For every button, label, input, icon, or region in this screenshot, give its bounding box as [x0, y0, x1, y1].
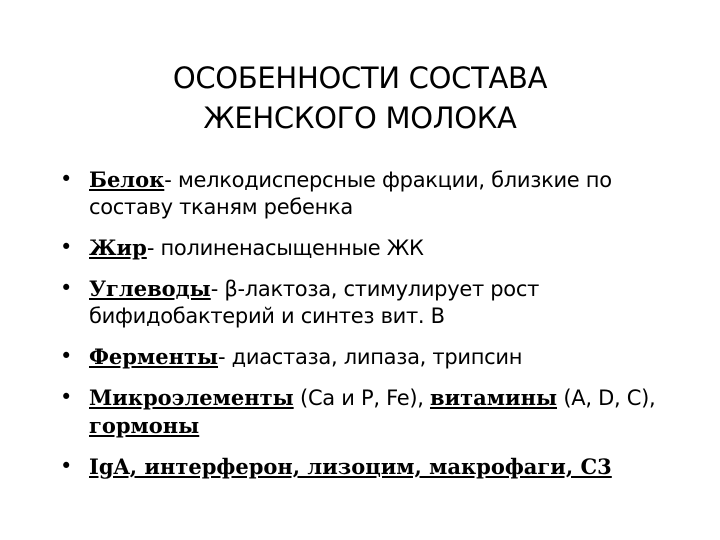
term-immune-factors: IgA, интерферон, лизоцим, макрофаги, С3: [89, 454, 612, 479]
bullet-icon: •: [60, 276, 73, 300]
title-line-1: ОСОБЕННОСТИ СОСТАВА: [172, 61, 548, 95]
term-protein: Белок: [89, 167, 165, 192]
bullet-icon: •: [60, 235, 73, 259]
term-carbohydrates: Углеводы: [89, 276, 211, 301]
list-item-protein: [60, 166, 660, 221]
bullet-icon: •: [60, 385, 73, 409]
desc-microelements: (Ca и P, Fe),: [293, 386, 430, 410]
desc-vitamins: (A, D, C),: [557, 386, 656, 410]
term-microelements: Микроэлементы: [89, 385, 294, 410]
term-enzymes: Ферменты: [89, 344, 219, 369]
bullet-icon: •: [60, 344, 73, 368]
list-item-fat: [60, 234, 660, 262]
bullet-icon: •: [60, 454, 73, 478]
list-item-microelements: [60, 384, 660, 440]
term-fat: Жир: [89, 235, 147, 260]
bullet-icon: •: [60, 167, 73, 191]
bullet-list: [60, 166, 660, 494]
desc-fat: - полиненасыщенные ЖК: [146, 236, 424, 260]
desc-carbohydrates: - β-лактоза, стимулирует рост бифидобактерий и синтез вит. В: [89, 277, 540, 328]
term-hormones: гормоны: [89, 413, 200, 438]
list-item-enzymes: [60, 343, 660, 371]
list-item-immune-factors: [60, 453, 660, 481]
desc-protein: - мелкодисперсные фракции, близкие по составу тканям ребенка: [89, 168, 612, 219]
title-line-2: ЖЕНСКОГО МОЛОКА: [203, 101, 517, 135]
desc-enzymes: - диастаза, липаза, трипсин: [218, 345, 523, 369]
term-vitamins: витамины: [429, 385, 558, 410]
slide-title: [60, 58, 660, 138]
list-item-carbohydrates: [60, 275, 660, 330]
